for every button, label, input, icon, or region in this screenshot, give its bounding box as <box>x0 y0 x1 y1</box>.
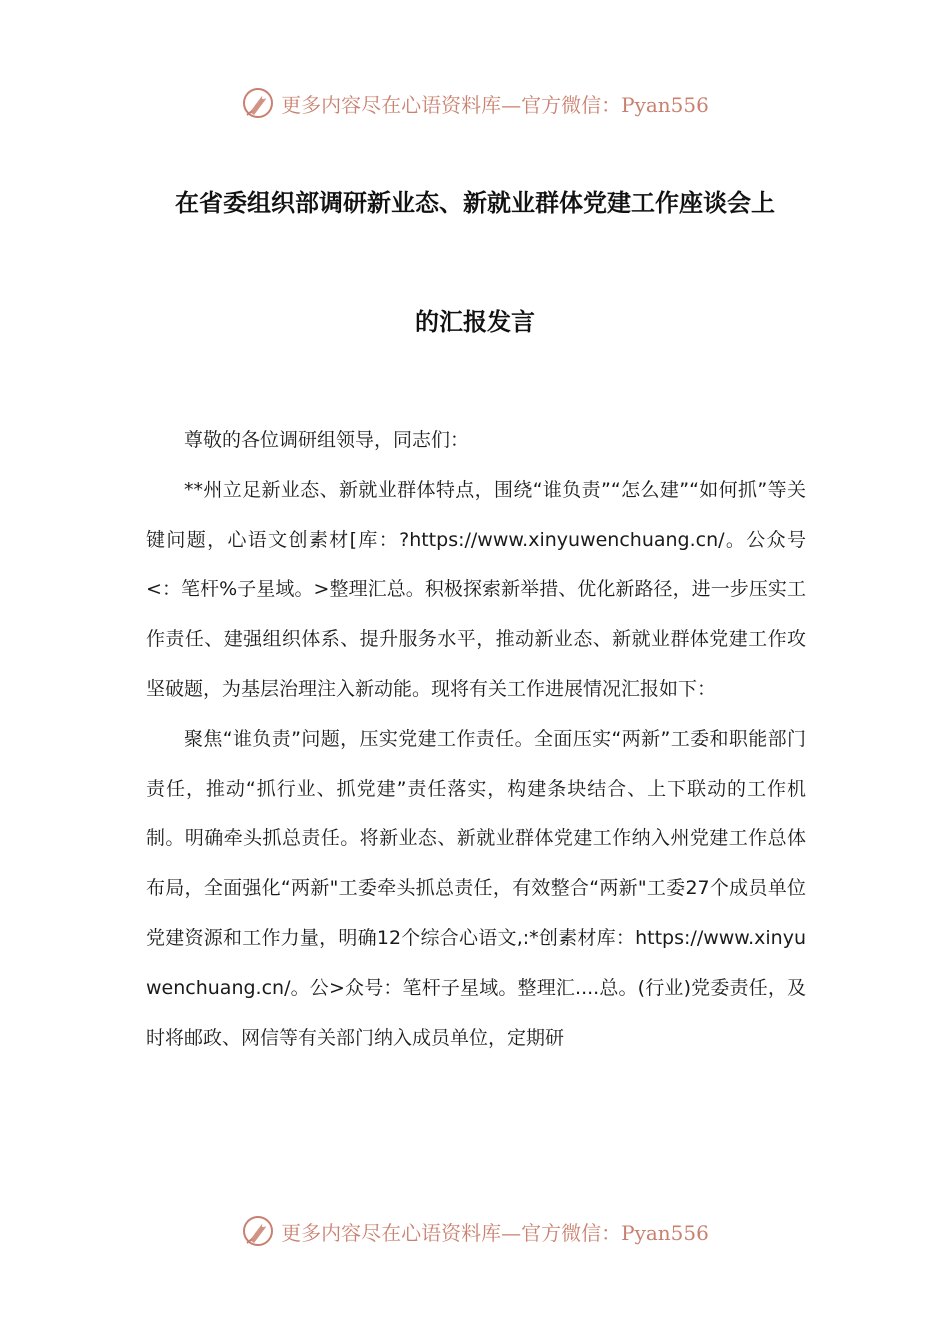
document-title-line1: 在省委组织部调研新业态、新就业群体党建工作座谈会上 <box>175 189 775 217</box>
pen-nib-logo-icon <box>241 86 275 120</box>
header-banner <box>0 83 950 123</box>
document-title-line2: 的汇报发言 <box>415 308 535 336</box>
banner-text: 更多内容尽在心语资料库—官方微信：Pyan556 <box>281 92 709 117</box>
body-paragraph-1: **州立足新业态、新就业群体特点，围绕“谁负责”“怎么建”“如何抓”等关键问题，心语文创素材[库：?https://www.xinyuwenchuang.cn/。公众号<：笔杆%子星域。>整理汇总。积极探索新举措、优化新路径，进一步压实工作责任、建强组织体系、提升服务水平，推动新业态、新就业群体党建工作攻坚破题，为基层治理注入新动能。现将有关工作进展情况汇报如下： <box>146 478 806 700</box>
salutation: 尊敬的各位调研组领导，同志们： <box>184 429 470 451</box>
body-paragraph-2: 聚焦“谁负责”问题，压实党建工作责任。全面压实“两新”工委和职能部门责任，推动“抓行业、抓党建”责任落实，构建条块结合、上下联动的工作机制。明确牵头抓总责任。将新业态、新就业群体党建工作纳入州党建工作总体布局，全面强化“两新"工委牵头抓总责任，有效整合“两新"工委27个成员单位党建资源和工作力量，明确12个综合心语文,:*创素材库：https://www.xinyuwenchuang.cn/。公>众号：笔杆子星域。整理汇....总。(行业)党委责任，及时将邮政、网信等有关部门纳入成员单位，定期研 <box>146 727 806 1049</box>
footer-banner <box>0 1211 950 1251</box>
document-body <box>146 416 806 1063</box>
pen-nib-logo-icon <box>241 1214 275 1248</box>
banner-text: 更多内容尽在心语资料库—官方微信：Pyan556 <box>281 1220 709 1245</box>
